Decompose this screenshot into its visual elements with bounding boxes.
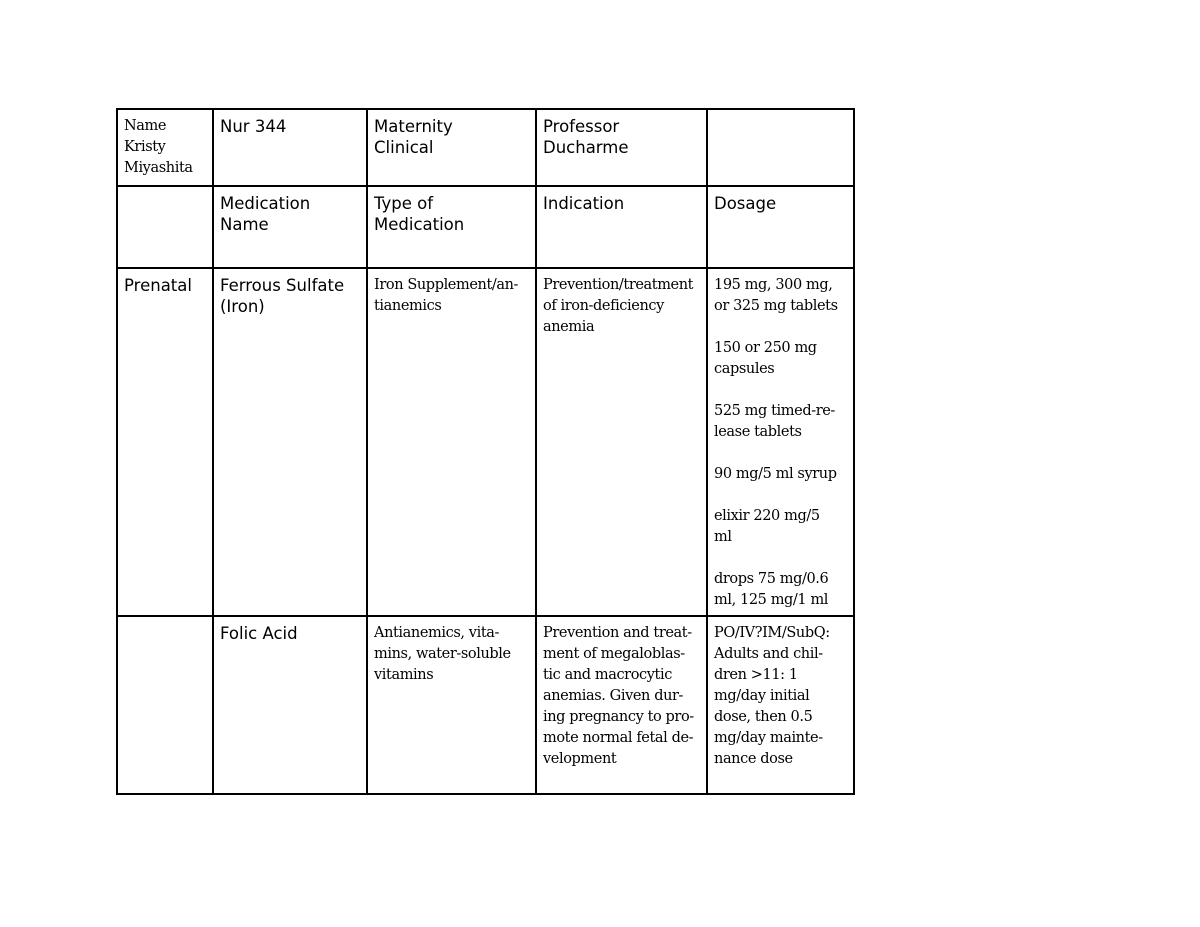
column-header-row: [117, 186, 854, 268]
medication-name-cell: [213, 268, 367, 616]
type-header-line-2: Medication: [374, 215, 465, 234]
type-line-2: tianemics: [374, 298, 442, 314]
indication-cell: [536, 268, 707, 616]
indication-header: [536, 186, 707, 268]
dosage-line: 525 mg timed-re-: [714, 403, 835, 419]
dosage-group-capsules: [714, 338, 847, 380]
professor-line-1: Professor: [543, 117, 620, 136]
category-cell: [117, 616, 213, 794]
student-last-name: Miyashita: [124, 160, 193, 176]
type-cell: [367, 268, 536, 616]
table-row: [117, 268, 854, 616]
medication-name-header: [213, 186, 367, 268]
dosage-cell: [707, 268, 854, 616]
dosage-line: 90 mg/5 ml syrup: [714, 466, 837, 482]
medication-name-header-line-2: Name: [220, 215, 269, 234]
dosage-line: elixir 220 mg/5: [714, 508, 820, 524]
dosage-line: 195 mg, 300 mg,: [714, 277, 833, 293]
indication-line-3: tic and macrocytic: [543, 667, 672, 683]
medication-name-cell: [213, 616, 367, 794]
empty-category-header-cell: [117, 186, 213, 268]
dosage-cell: [707, 616, 854, 794]
empty-header-cell: [707, 109, 854, 186]
indication-line-1: Prevention and treat-: [543, 625, 692, 641]
course-cell: [213, 109, 367, 186]
type-line-3: vitamins: [374, 667, 434, 683]
dosage-group-elixir: [714, 506, 847, 548]
dosage-header-text: Dosage: [714, 194, 777, 213]
indication-line-5: ing pregnancy to pro-: [543, 709, 694, 725]
medication-name-header-line-1: Medication: [220, 194, 311, 213]
dosage-line: ml: [714, 529, 732, 545]
dosage-group-tablets: [714, 275, 847, 317]
indication-line-4: anemias. Given dur-: [543, 688, 684, 704]
medication-table: [116, 108, 855, 795]
dosage-line: mg/day initial: [714, 688, 810, 704]
dosage-line: drops 75 mg/0.6: [714, 571, 829, 587]
indication-line-2: ment of megaloblas-: [543, 646, 685, 662]
indication-line-6: mote normal fetal de-: [543, 730, 694, 746]
medication-name-line-2: (Iron): [220, 297, 265, 316]
dosage-group-drops: [714, 569, 847, 611]
dosage-header: [707, 186, 854, 268]
indication-line-1: Prevention/treatment: [543, 277, 694, 293]
dosage-line: 150 or 250 mg: [714, 340, 817, 356]
indication-header-text: Indication: [543, 194, 625, 213]
header-row: [117, 109, 854, 186]
indication-line-2: of iron-deficiency: [543, 298, 664, 314]
type-header-line-1: Type of: [374, 194, 434, 213]
category-cell: [117, 268, 213, 616]
dosage-line: dose, then 0.5: [714, 709, 813, 725]
clinical-line-2: Clinical: [374, 138, 434, 157]
dosage-line: lease tablets: [714, 424, 802, 440]
clinical-line-1: Maternity: [374, 117, 453, 136]
type-line-1: Iron Supplement/an-: [374, 277, 519, 293]
dosage-line: dren >11: 1: [714, 667, 798, 683]
table-row: [117, 616, 854, 794]
dosage-line: capsules: [714, 361, 775, 377]
dosage-group-timed-release: [714, 401, 847, 443]
type-cell: [367, 616, 536, 794]
type-line-1: Antianemics, vita-: [374, 625, 500, 641]
type-header: [367, 186, 536, 268]
dosage-line: ml, 125 mg/1 ml: [714, 592, 829, 608]
student-first-name: Kristy: [124, 139, 166, 155]
professor-cell: [536, 109, 707, 186]
medication-name-line-1: Folic Acid: [220, 624, 298, 643]
dosage-line: mg/day mainte-: [714, 730, 823, 746]
indication-line-7: velopment: [543, 751, 617, 767]
dosage-line: Adults and chil-: [714, 646, 823, 662]
type-line-2: mins, water-soluble: [374, 646, 511, 662]
professor-line-2: Ducharme: [543, 138, 629, 157]
dosage-group-syrup: [714, 464, 847, 485]
indication-cell: [536, 616, 707, 794]
dosage-line: or 325 mg tablets: [714, 298, 838, 314]
course-code: Nur 344: [220, 117, 287, 136]
indication-line-3: anemia: [543, 319, 595, 335]
name-label: Name: [124, 118, 167, 134]
medication-name-line-1: Ferrous Sulfate: [220, 276, 345, 295]
dosage-line: PO/IV?IM/SubQ:: [714, 625, 830, 641]
clinical-cell: [367, 109, 536, 186]
dosage-line: nance dose: [714, 751, 793, 767]
category-label: Prenatal: [124, 276, 192, 295]
student-name-cell: [117, 109, 213, 186]
